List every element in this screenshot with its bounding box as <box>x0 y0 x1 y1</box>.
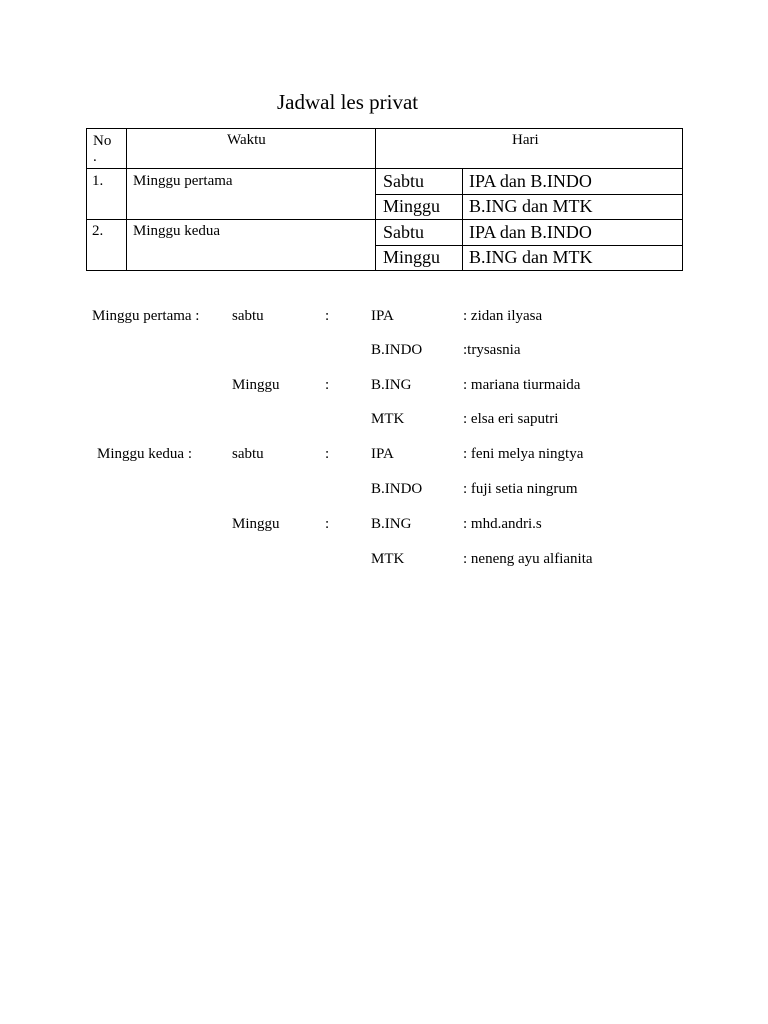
day-label: sabtu <box>232 308 264 324</box>
teacher-name: : fuji setia ningrum <box>463 481 578 497</box>
row-waktu: Minggu pertama <box>133 173 233 189</box>
subject-label: B.ING <box>371 377 412 393</box>
header-hari: Hari <box>512 132 539 148</box>
row-subjects: B.ING dan MTK <box>469 247 593 267</box>
teacher-name: :trysasnia <box>463 342 521 358</box>
table-divider <box>375 194 682 195</box>
day-label: sabtu <box>232 446 264 462</box>
row-day: Sabtu <box>383 222 425 242</box>
teacher-name: : mhd.andri.s <box>463 516 542 532</box>
table-divider <box>462 168 463 270</box>
teacher-name: : neneng ayu alfianita <box>463 551 593 567</box>
header-no-dot: . <box>93 149 97 165</box>
subject-label: MTK <box>371 551 405 567</box>
row-no: 2. <box>92 223 104 239</box>
row-day: Minggu <box>383 196 441 216</box>
header-waktu: Waktu <box>227 132 266 148</box>
week-label: Minggu pertama : <box>92 308 200 324</box>
colon: : <box>325 308 330 324</box>
subject-label: IPA <box>371 308 394 324</box>
table-divider <box>375 245 682 246</box>
row-day: Minggu <box>383 247 441 267</box>
table-divider <box>86 219 682 220</box>
page-title: Jadwal les privat <box>277 90 419 114</box>
row-subjects: IPA dan B.INDO <box>469 222 592 242</box>
colon: : <box>325 377 330 393</box>
day-label: Minggu <box>232 377 280 393</box>
row-no: 1. <box>92 173 104 189</box>
teacher-name: : feni melya ningtya <box>463 446 584 462</box>
subject-label: MTK <box>371 411 405 427</box>
subject-label: B.INDO <box>371 342 423 358</box>
colon: : <box>325 446 330 462</box>
week-label: Minggu kedua : <box>97 446 192 462</box>
row-day: Sabtu <box>383 171 425 191</box>
table-divider <box>126 128 127 270</box>
table-divider <box>375 128 376 270</box>
teacher-name: : elsa eri saputri <box>463 411 559 427</box>
teacher-name: : zidan ilyasa <box>463 308 543 324</box>
subject-label: IPA <box>371 446 394 462</box>
row-subjects: B.ING dan MTK <box>469 196 593 216</box>
teacher-name: : mariana tiurmaida <box>463 377 581 393</box>
row-subjects: IPA dan B.INDO <box>469 171 592 191</box>
row-waktu: Minggu kedua <box>133 223 221 239</box>
colon: : <box>325 516 330 532</box>
subject-label: B.INDO <box>371 481 423 497</box>
header-no: No <box>93 133 112 149</box>
table-divider <box>86 168 682 169</box>
subject-label: B.ING <box>371 516 412 532</box>
day-label: Minggu <box>232 516 280 532</box>
